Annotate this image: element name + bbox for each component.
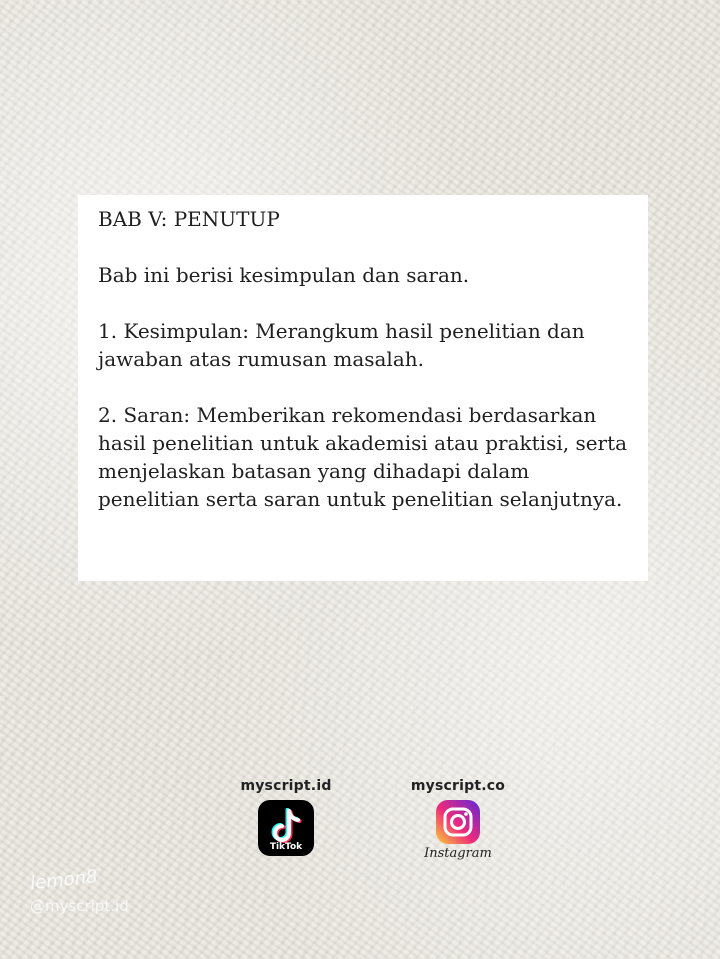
instagram-handle: myscript.co	[410, 778, 506, 794]
instagram-label: Instagram	[424, 846, 492, 861]
lemon8-watermark	[30, 868, 129, 915]
tiktok-label: TikTok	[269, 842, 303, 852]
instagram-link[interactable]	[398, 778, 518, 861]
watermark-username: @myscript.id	[30, 897, 129, 915]
card-intro: Bab ini berisi kesimpulan dan saran.	[98, 263, 470, 287]
card-item-suggestion: 2. Saran: Memberikan rekomendasi berdasarkan hasil penelitian untuk akademisi atau praktisi, serta menjelaskan batasan yang dihadapi dalam penelitian serta saran untuk penelitian selanjutnya.	[98, 403, 628, 511]
card-title: BAB V: PENUTUP	[98, 207, 280, 231]
tiktok-link[interactable]	[226, 778, 346, 856]
card-item-conclusion: 1. Kesimpulan: Merangkum hasil penelitian dan jawaban atas rumusan masalah.	[98, 319, 585, 371]
tiktok-handle: myscript.id	[240, 778, 332, 794]
content-card	[78, 195, 648, 581]
watermark-brand: lemon8	[29, 866, 99, 895]
tiktok-icon[interactable]	[258, 800, 314, 856]
instagram-icon[interactable]	[436, 800, 480, 844]
